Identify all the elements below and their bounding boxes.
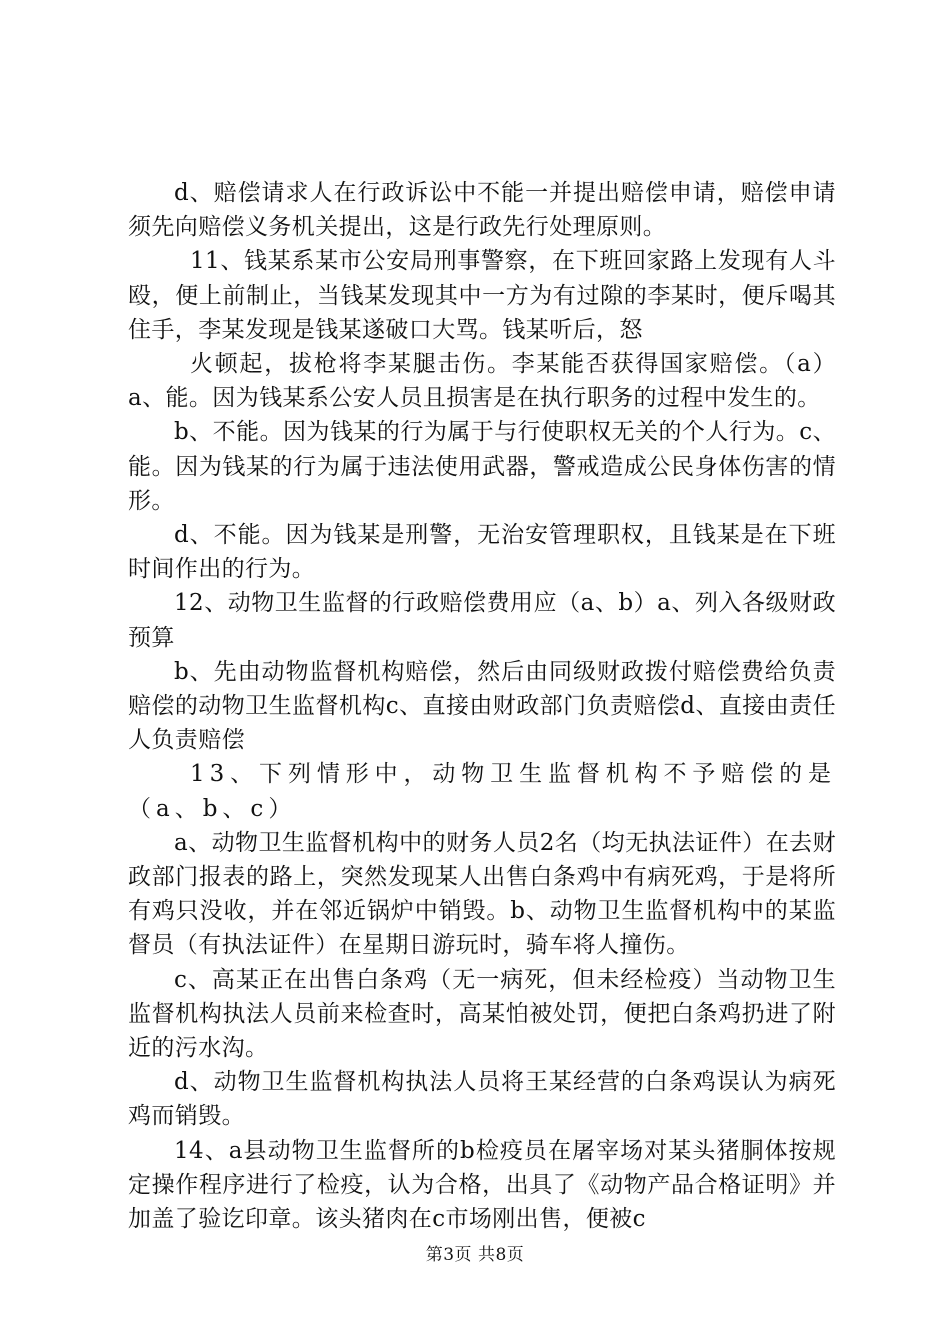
paragraph-question-12-options: b、先由动物监督机构赔偿，然后由同级财政拨付赔偿费给负责赔偿的动物卫生监督机构c、直接由财政部门负责赔偿d、直接由责任人负责赔偿 [128, 658, 836, 754]
paragraph-d-answer: d、赔偿请求人在行政诉讼中不能一并提出赔偿申请，赔偿申请须先向赔偿义务机关提出，这是行政先行处理原则。 [128, 180, 836, 241]
paragraph-question-13-options-a-b: a、动物卫生监督机构中的财务人员2名（均无执法证件）在去财政部门报表的路上，突然发现某人出售白条鸡中有病死鸡，于是将所有鸡只没收，并在邻近锅炉中销毁。b、动物卫生监督机构中的某监督员（有执法证件）在星期日游玩时，骑车将人撞伤。 [128, 829, 836, 959]
paragraph-question-11: 11、钱某系某市公安局刑事警察，在下班回家路上发现有人斗殴，便上前制止，当钱某发现其中一方为有过隙的李某时，便斥喝其住手，李某发现是钱某遂破口大骂。钱某听后，怒 [128, 248, 836, 343]
paragraph-question-13-option-c: c、高某正在出售白条鸡（无一病死，但未经检疫）当动物卫生监督机构执法人员前来检查时，高某怕被处罚，便把白条鸡扔进了附近的污水沟。 [128, 966, 836, 1062]
document-body [128, 176, 836, 1236]
paragraph-question-12: 12、动物卫生监督的行政赔偿费用应（a、b）a、列入各级财政预算 [128, 590, 836, 651]
paragraph-question-14: 14、a县动物卫生监督所的b检疫员在屠宰场对某头猪胴体按规定操作程序进行了检疫，认为合格，出具了《动物产品合格证明》并加盖了验讫印章。该头猪肉在c市场刚出售，便被c [128, 1137, 836, 1233]
paragraph-question-13: 13、下列情形中，动物卫生监督机构不予赔偿的是（a、b、c） [128, 761, 836, 822]
page-footer: 第3页 共8页 [425, 1245, 525, 1265]
paragraph-question-11-cont: 火顿起，拔枪将李某腿击伤。李某能否获得国家赔偿。（a）a、能。因为钱某系公安人员且损害是在执行职务的过程中发生的。 [128, 351, 836, 412]
paragraph-options-b-c: b、不能。因为钱某的行为属于与行使职权无关的个人行为。c、能。因为钱某的行为属于违法使用武器，警戒造成公民身体伤害的情形。 [128, 419, 836, 514]
paragraph-question-13-option-d: d、动物卫生监督机构执法人员将王某经营的白条鸡误认为病死鸡而销毁。 [128, 1069, 836, 1130]
paragraph-option-d: d、不能。因为钱某是刑警，无治安管理职权，且钱某是在下班时间作出的行为。 [128, 522, 836, 583]
